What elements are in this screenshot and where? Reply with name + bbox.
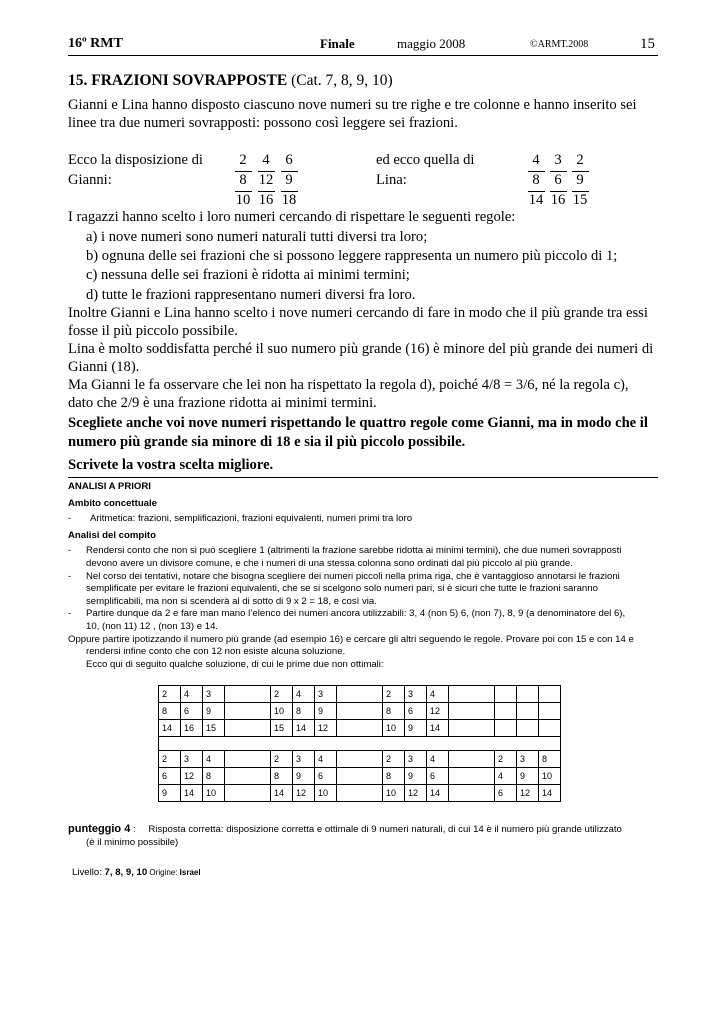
table-gap [449, 703, 495, 720]
text-line: fosse il più piccolo possibile. [68, 323, 238, 339]
table-cell: 4 [427, 686, 449, 703]
grid-cell: 9 [576, 172, 584, 188]
table-cell: 6 [181, 703, 203, 720]
table-gap [225, 703, 271, 720]
table-cell [495, 703, 517, 720]
table-gap [337, 785, 383, 802]
page-header [68, 36, 658, 56]
table-cell: 2 [159, 686, 181, 703]
finale-label: Finale [320, 36, 355, 51]
grid-cell: 18 [281, 192, 297, 208]
rule-item: b) ognuna delle sei frazioni che si possono leggere rappresenta un numero più piccolo di 1; [86, 248, 618, 265]
grid-cell: 8 [239, 172, 247, 188]
table-row [159, 686, 561, 703]
grid-cell: 2 [239, 152, 247, 168]
score-text: Risposta corretta: disposizione corretta e ottimale di 9 numeri naturali, di cui 14 è il numero più grande utilizzato [148, 824, 622, 835]
table-cell: 14 [427, 720, 449, 737]
rule-item: a) i nove numeri sono numeri naturali tutti diversi tra loro; [86, 229, 428, 245]
table-cell: 12 [405, 785, 427, 802]
problem-title [68, 72, 393, 90]
edition-label: 16º RMT [68, 36, 123, 51]
table-gap [337, 768, 383, 785]
bullet-line: 10, (non 11) 12 , (non 13) e 14. [86, 620, 219, 632]
text-line: Lina è molto soddisfatta perché il suo numero più grande (16) è minore del più grande dei numeri di [68, 341, 654, 357]
table-cell: 8 [539, 751, 561, 768]
bullet-line: Rendersi conto che non si può scegliere 1 (altrimenti la frazione sarebbe ridotta ai minimi termini), che due numeri sovrapposti [86, 545, 622, 557]
table-cell [517, 720, 539, 737]
analysis-bullet: - Nel corso dei tentativi, notare che bisogna scegliere dei numeri piccoli nella prima riga, che è vantaggioso annotarsi le frazioni semplificate per evitare le frazioni equivalenti, che se si scelgono solo numeri pari, si è sicuri che tutte le frazioni saranno semplificabili, ma non si scenderà al di sotto di 9 x 2 = 18, e così via. [68, 571, 660, 609]
table-cell: 4 [181, 686, 203, 703]
oppure-line: Oppure partire ipotizzando il numero più grande (ad esempio 16) e cercare gli altri seguendo le regole. Provare poi con 15 e con 14 e [68, 633, 634, 645]
grid-cell: 3 [554, 152, 562, 168]
page-number: 15 [640, 36, 655, 52]
table-row [159, 720, 561, 737]
table-cell: 14 [539, 785, 561, 802]
table-cell: 6 [315, 768, 337, 785]
intro-line: Gianni e Lina hanno disposto ciascuno nove numeri su tre righe e tre colonne e hanno inserito sei [68, 97, 637, 113]
task-statement [68, 414, 660, 452]
origin-value: Israel [179, 868, 201, 877]
grid-cell: 6 [554, 172, 562, 188]
table-cell: 9 [517, 768, 539, 785]
score-label: punteggio 4 [68, 823, 131, 835]
task-line: numero più grande sia minore di 18 e sia il più piccolo possibile. [68, 434, 466, 450]
table-row [159, 768, 561, 785]
analysis-bullet: - Partire dunque da 2 e fare man mano l’elenco dei numeri ancora utilizzabili: 3, 4 (non 5) 6, (non 7), 8, 9 (a denominatore del 6), 10, (non 11) 12 , (non 13) e 14. [68, 608, 660, 633]
grid-cell: 4 [262, 152, 270, 168]
table-cell: 14 [159, 720, 181, 737]
score-text-2: (è il minimo possibile) [86, 836, 179, 848]
table-cell: 10 [383, 785, 405, 802]
table-cell: 2 [271, 686, 293, 703]
table-cell [517, 686, 539, 703]
table-gap [449, 785, 495, 802]
table-cell: 8 [293, 703, 315, 720]
grid-cell: 8 [532, 172, 540, 188]
section-divider [68, 477, 658, 478]
table-cell: 3 [181, 751, 203, 768]
table-cell: 3 [293, 751, 315, 768]
table-cell: 12 [293, 785, 315, 802]
table-cell [539, 720, 561, 737]
compito-heading: Analisi del compito [68, 529, 156, 541]
table-cell: 14 [271, 785, 293, 802]
task-line: Scegliete anche voi nove numeri rispettando le quattro regole come Gianni, ma in modo che il [68, 415, 648, 431]
table-cell: 12 [315, 720, 337, 737]
table-gap [337, 703, 383, 720]
table-cell: 6 [495, 785, 517, 802]
level-value: 7, 8, 9, 10 [104, 867, 148, 878]
analysis-heading: ANALISI A PRIORI [68, 481, 151, 492]
bullet-line: semplificabili, ma non si scenderà al di sotto di 9 x 2 = 18, e così via. [86, 595, 377, 607]
table-cell: 2 [495, 751, 517, 768]
rule-item: c) nessuna delle sei frazioni è ridotta ai minimi termini; [86, 267, 410, 284]
table-row [159, 751, 561, 768]
table-cell [517, 703, 539, 720]
table-cell: 9 [405, 768, 427, 785]
table-cell: 2 [383, 751, 405, 768]
table-gap [337, 720, 383, 737]
table-gap [225, 720, 271, 737]
grid-cell: 6 [285, 152, 293, 168]
score-colon: : [130, 824, 136, 835]
problem-categories: (Cat. 7, 8, 9, 10) [291, 72, 393, 89]
table-cell: 4 [293, 686, 315, 703]
table-gap [449, 768, 495, 785]
scoring-block [68, 823, 668, 849]
text-line: Gianni (18). [68, 359, 140, 375]
table-cell: 10 [271, 703, 293, 720]
table-gap [225, 785, 271, 802]
table-cell: 10 [383, 720, 405, 737]
table-row [159, 737, 561, 751]
paragraph-3 [68, 340, 660, 376]
table-cell: 8 [203, 768, 225, 785]
grid-cell: 16 [550, 192, 566, 208]
table-cell: 4 [203, 751, 225, 768]
table-cell: 2 [159, 751, 181, 768]
intro-line: linee tra due numeri sovrapposti: possono così leggere sei frazioni. [68, 115, 458, 131]
grid-cell: 15 [572, 192, 588, 208]
grid-cell: 16 [258, 192, 274, 208]
grid-cell: 10 [235, 192, 251, 208]
rules-intro: I ragazzi hanno scelto i loro numeri cercando di rispettare le seguenti regole: [68, 209, 516, 225]
paragraph-4 [68, 376, 660, 412]
grid-cell: 12 [258, 172, 274, 188]
table-cell: 9 [315, 703, 337, 720]
ambito-text: Aritmetica: frazioni, semplificazioni, frazioni equivalenti, numeri primi tra loro [90, 513, 413, 525]
gianni-label-2: Gianni: [68, 172, 112, 188]
table-cell: 9 [405, 720, 427, 737]
paragraph-2 [68, 304, 660, 340]
table-cell: 2 [271, 751, 293, 768]
table-cell: 9 [293, 768, 315, 785]
table-cell [495, 686, 517, 703]
bullet-line: devono avere un divisore comune, e che i numeri di una stessa colonna sono ordinati dal più piccolo al più grande. [86, 557, 573, 569]
table-cell: 3 [405, 686, 427, 703]
table-cell: 10 [539, 768, 561, 785]
table-cell: 14 [293, 720, 315, 737]
table-cell: 8 [159, 703, 181, 720]
task-final: Scrivete la vostra scelta migliore. [68, 457, 274, 473]
lina-label-2: Lina: [376, 172, 407, 188]
level-label: Livello: [72, 867, 105, 878]
grid-cell: 14 [528, 192, 544, 208]
date-label: maggio 2008 [397, 36, 466, 51]
bullet-line: Nel corso dei tentativi, notare che bisogna scegliere dei numeri piccoli nella prima riga, che è vantaggioso annotarsi le frazioni [86, 570, 620, 582]
table-cell: 3 [517, 751, 539, 768]
analysis-section [68, 481, 660, 671]
gianni-label: Ecco la disposizione di [68, 152, 203, 168]
table-cell: 4 [495, 768, 517, 785]
solutions-table [158, 685, 561, 802]
table-gap [225, 751, 271, 768]
lina-label: ed ecco quella di [376, 152, 475, 168]
table-cell: 4 [427, 751, 449, 768]
table-gap [337, 686, 383, 703]
table-row [159, 785, 561, 802]
origin-label: Origine: [147, 868, 180, 877]
oppure-line: rendersi infine conto che con 12 non esiste alcuna soluzione. [86, 646, 346, 658]
bullet-dash: - [68, 513, 72, 525]
table-cell: 16 [181, 720, 203, 737]
table-cell: 12 [181, 768, 203, 785]
table-cell: 3 [315, 686, 337, 703]
table-gap [225, 686, 271, 703]
table-cell: 14 [181, 785, 203, 802]
table-cell: 9 [203, 703, 225, 720]
table-cell: 8 [383, 703, 405, 720]
grid-cell: 4 [532, 152, 540, 168]
analysis-bullet: - Rendersi conto che non si può scegliere 1 (altrimenti la frazione sarebbe ridotta ai minimi termini), che due numeri sovrapposti devono avere un divisore comune, e che i numeri di una stessa colonna sono ordinati dal più piccolo al più grande. [68, 545, 660, 570]
text-line: Ma Gianni le fa osservare che lei non ha rispettato la regola d), poiché 4/8 = 3/6, né la regola c), [68, 377, 629, 393]
grid-cell: 2 [576, 152, 584, 168]
table-cell: 3 [203, 686, 225, 703]
table-gap [449, 751, 495, 768]
table-cell: 12 [427, 703, 449, 720]
table-cell: 15 [271, 720, 293, 737]
table-cell: 15 [203, 720, 225, 737]
table-cell: 14 [427, 785, 449, 802]
table-cell: 2 [383, 686, 405, 703]
table-cell: 6 [159, 768, 181, 785]
table-cell [539, 703, 561, 720]
ambito-item [68, 513, 660, 526]
table-cell: 8 [271, 768, 293, 785]
table-cell: 10 [203, 785, 225, 802]
table-cell: 3 [405, 751, 427, 768]
table-cell: 9 [159, 785, 181, 802]
table-cell: 6 [405, 703, 427, 720]
text-line: Inoltre Gianni e Lina hanno scelto i nove numeri cercando di fare in modo che il più grande tra essi [68, 305, 648, 321]
problem-name: 15. FRAZIONI SOVRAPPOSTE [68, 72, 288, 89]
ecco-line: Ecco qui di seguito qualche soluzione, di cui le prime due non ottimali: [86, 658, 384, 670]
header-rule [68, 55, 658, 56]
table-cell: 8 [383, 768, 405, 785]
table-cell: 12 [517, 785, 539, 802]
ambito-heading: Ambito concettuale [68, 497, 158, 509]
table-gap [337, 751, 383, 768]
rules-list [86, 228, 617, 305]
copyright-label: ©ARMT.2008 [530, 39, 589, 50]
bullet-line: Partire dunque da 2 e fare man mano l’elenco dei numeri ancora utilizzabili: 3, 4 (non 5) 6, (non 7), 8, 9 (a denominatore del 6), [86, 608, 626, 620]
intro-paragraph [68, 96, 660, 132]
rule-item: d) tutte le frazioni rappresentano numeri diversi fra loro. [86, 286, 416, 303]
bullet-line: semplificate per evitare le frazioni equivalenti, che se si scelgono solo numeri pari, si è sicuri che tutte le frazioni saranno [86, 583, 598, 595]
table-cell [495, 720, 517, 737]
text-line: dato che 2/9 è una frazione ridotta ai minimi termini. [68, 395, 377, 411]
table-cell: 6 [427, 768, 449, 785]
table-cell [539, 686, 561, 703]
table-cell: 4 [315, 751, 337, 768]
table-gap [449, 720, 495, 737]
table-row [159, 703, 561, 720]
table-gap [225, 768, 271, 785]
table-gap [449, 686, 495, 703]
table-cell: 10 [315, 785, 337, 802]
level-line [72, 867, 201, 878]
table-spacer [159, 737, 561, 751]
grid-cell: 9 [285, 172, 293, 188]
